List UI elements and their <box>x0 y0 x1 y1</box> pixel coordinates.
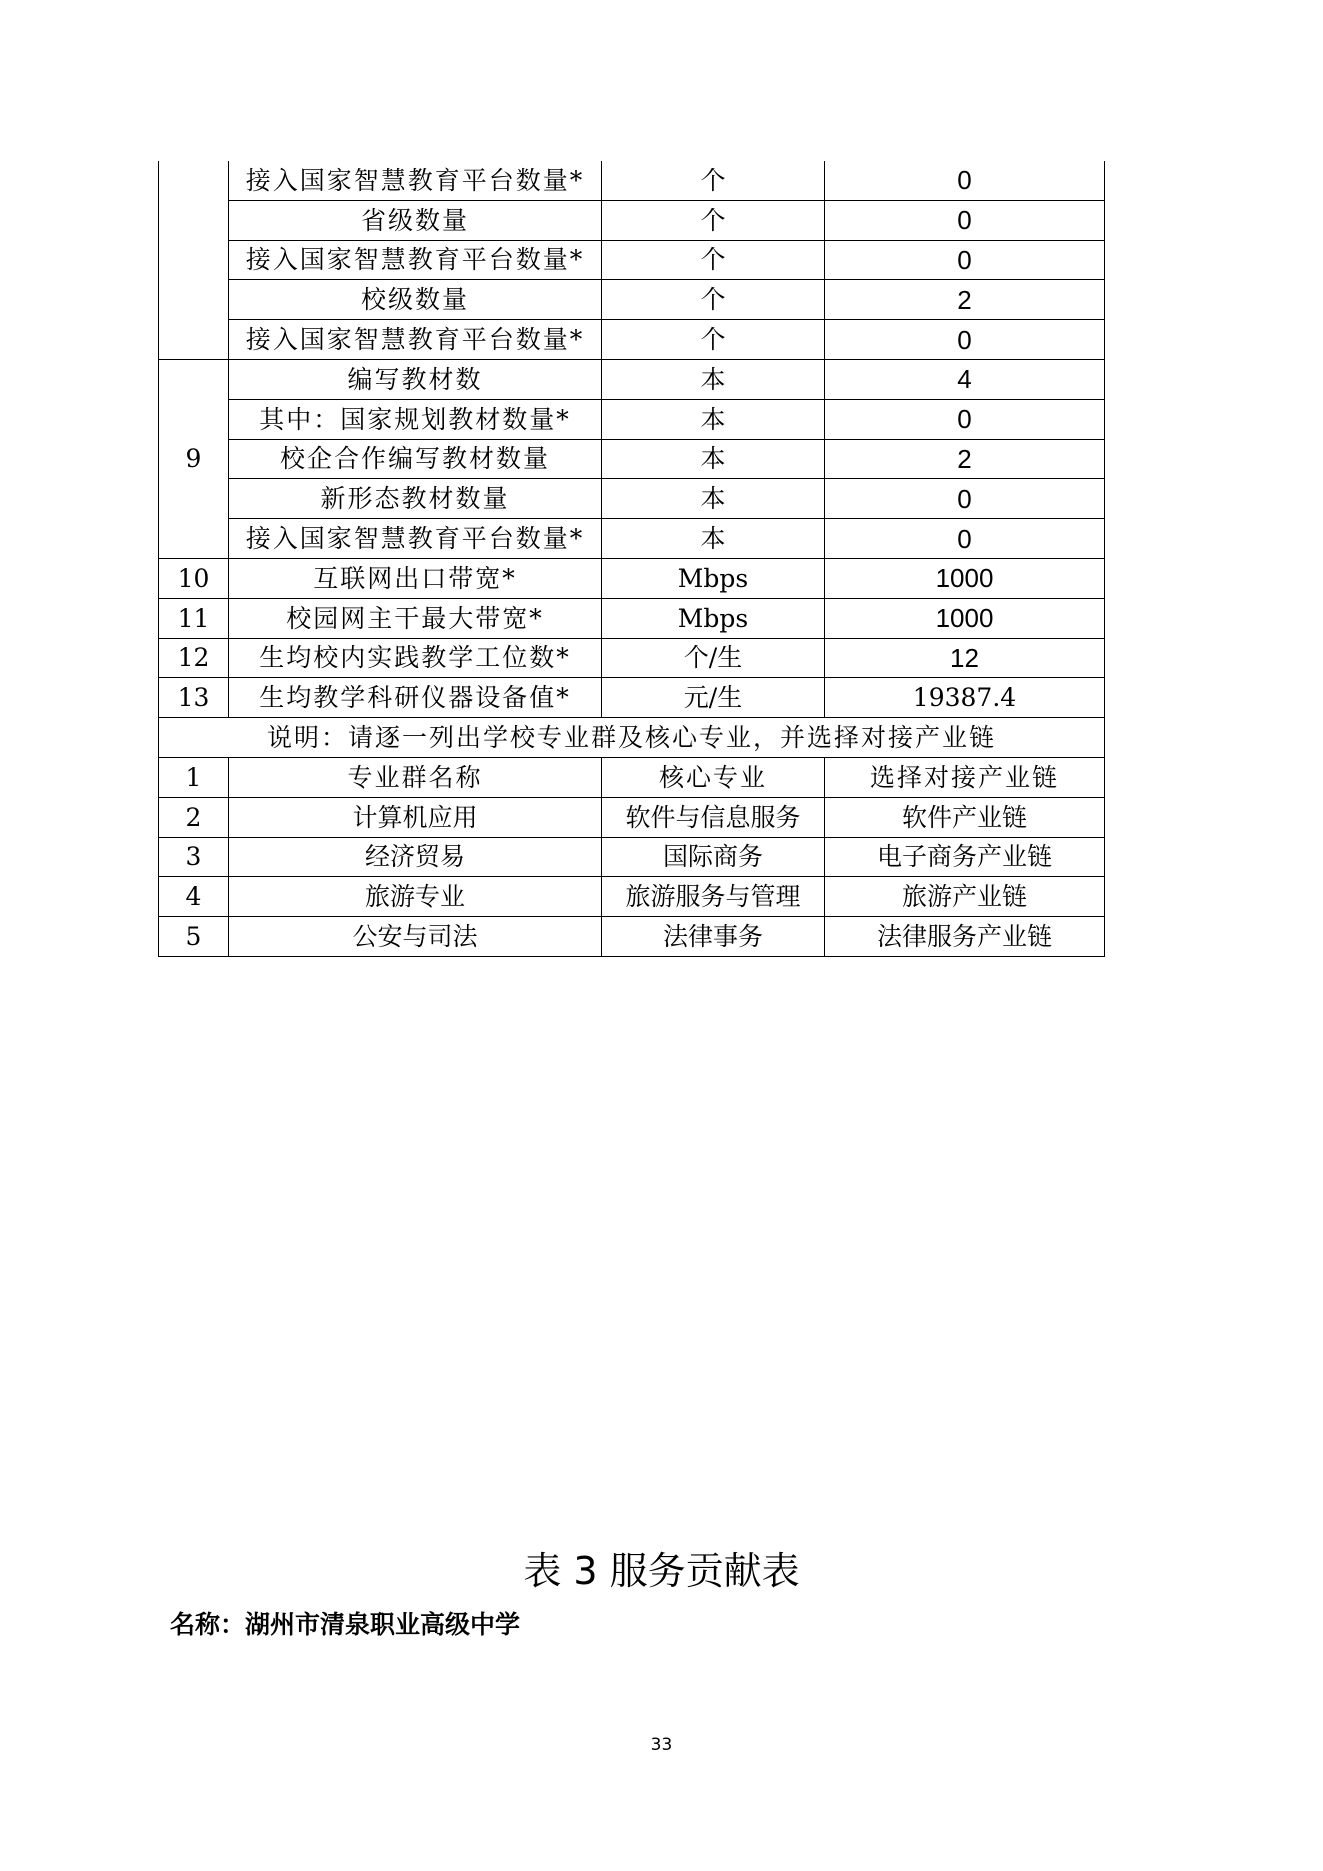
core-major-cell: 国际商务 <box>602 837 825 877</box>
value-cell: 1000 <box>825 558 1105 598</box>
major-group-cell: 计算机应用 <box>229 797 602 837</box>
item-cell: 接入国家智慧教育平台数量* <box>229 320 602 360</box>
item-cell: 省级数量 <box>229 200 602 240</box>
item-cell: 其中：国家规划教材数量* <box>229 399 602 439</box>
unit-cell: Mbps <box>602 598 825 638</box>
major-group-cell: 专业群名称 <box>229 757 602 797</box>
table-row <box>159 479 1105 519</box>
unit-cell: 个 <box>602 200 825 240</box>
value-cell: 0 <box>825 399 1105 439</box>
table-row <box>159 678 1105 718</box>
unit-cell: 本 <box>602 479 825 519</box>
value-cell: 12 <box>825 638 1105 678</box>
table-row <box>159 359 1105 399</box>
core-major-cell: 核心专业 <box>602 757 825 797</box>
value-cell: 0 <box>825 200 1105 240</box>
unit-cell: 个 <box>602 161 825 200</box>
core-major-cell: 软件与信息服务 <box>602 797 825 837</box>
unit-cell: 个/生 <box>602 638 825 678</box>
value-cell: 0 <box>825 519 1105 559</box>
item-cell: 生均教学科研仪器设备值* <box>229 678 602 718</box>
value-cell: 0 <box>825 240 1105 280</box>
item-cell: 互联网出口带宽* <box>229 558 602 598</box>
unit-cell: 本 <box>602 359 825 399</box>
table-row <box>159 558 1105 598</box>
table-row <box>159 877 1105 917</box>
major-group-cell: 旅游专业 <box>229 877 602 917</box>
item-cell: 校园网主干最大带宽* <box>229 598 602 638</box>
industry-chain-cell: 选择对接产业链 <box>825 757 1105 797</box>
value-cell: 0 <box>825 479 1105 519</box>
item-cell: 校级数量 <box>229 280 602 320</box>
unit-cell: 本 <box>602 519 825 559</box>
table-row <box>159 399 1105 439</box>
row-number-cell: 4 <box>159 877 229 917</box>
table-row <box>159 161 1105 200</box>
unit-cell: 本 <box>602 439 825 479</box>
table-row <box>159 718 1105 758</box>
table-row <box>159 320 1105 360</box>
value-cell: 0 <box>825 320 1105 360</box>
item-cell: 新形态教材数量 <box>229 479 602 519</box>
row-number-cell: 13 <box>159 678 229 718</box>
table-row <box>159 439 1105 479</box>
row-number-cell: 3 <box>159 837 229 877</box>
item-cell: 接入国家智慧教育平台数量* <box>229 240 602 280</box>
row-number-cell <box>159 161 229 359</box>
row-number-cell: 1 <box>159 757 229 797</box>
core-major-cell: 法律事务 <box>602 917 825 957</box>
major-group-cell: 公安与司法 <box>229 917 602 957</box>
table-row <box>159 638 1105 678</box>
unit-cell: 个 <box>602 240 825 280</box>
unit-cell: 本 <box>602 399 825 439</box>
industry-chain-cell: 电子商务产业链 <box>825 837 1105 877</box>
value-cell: 19387.4 <box>825 678 1105 718</box>
table-row <box>159 519 1105 559</box>
item-cell: 校企合作编写教材数量 <box>229 439 602 479</box>
row-number-cell: 9 <box>159 359 229 558</box>
row-number-cell: 5 <box>159 917 229 957</box>
unit-cell: Mbps <box>602 558 825 598</box>
unit-cell: 元/生 <box>602 678 825 718</box>
table-row <box>159 240 1105 280</box>
industry-chain-cell: 软件产业链 <box>825 797 1105 837</box>
unit-name: 名称：湖州市清泉职业高级中学 <box>170 1610 521 1639</box>
value-cell: 4 <box>825 359 1105 399</box>
value-cell: 0 <box>825 161 1105 200</box>
value-cell: 2 <box>825 280 1105 320</box>
table-row <box>159 797 1105 837</box>
note-cell: 说明：请逐一列出学校专业群及核心专业，并选择对接产业链 <box>159 718 1105 758</box>
unit-cell: 个 <box>602 320 825 360</box>
item-cell: 生均校内实践教学工位数* <box>229 638 602 678</box>
row-number-cell: 11 <box>159 598 229 638</box>
major-group-cell: 经济贸易 <box>229 837 602 877</box>
item-cell: 接入国家智慧教育平台数量* <box>229 519 602 559</box>
table-row <box>159 837 1105 877</box>
value-cell: 2 <box>825 439 1105 479</box>
table-row <box>159 598 1105 638</box>
table-row <box>159 757 1105 797</box>
industry-chain-cell: 旅游产业链 <box>825 877 1105 917</box>
table-row <box>159 200 1105 240</box>
row-number-cell: 2 <box>159 797 229 837</box>
value-cell: 1000 <box>825 598 1105 638</box>
industry-chain-cell: 法律服务产业链 <box>825 917 1105 957</box>
table-row <box>159 280 1105 320</box>
unit-cell: 个 <box>602 280 825 320</box>
table-3-title: 表 3 服务贡献表 <box>523 1549 800 1593</box>
page-number: 33 <box>650 1735 673 1755</box>
table-row <box>159 917 1105 957</box>
item-cell: 编写教材数 <box>229 359 602 399</box>
row-number-cell: 10 <box>159 558 229 598</box>
core-major-cell: 旅游服务与管理 <box>602 877 825 917</box>
data-table <box>158 161 1105 957</box>
row-number-cell: 12 <box>159 638 229 678</box>
item-cell: 接入国家智慧教育平台数量* <box>229 161 602 200</box>
